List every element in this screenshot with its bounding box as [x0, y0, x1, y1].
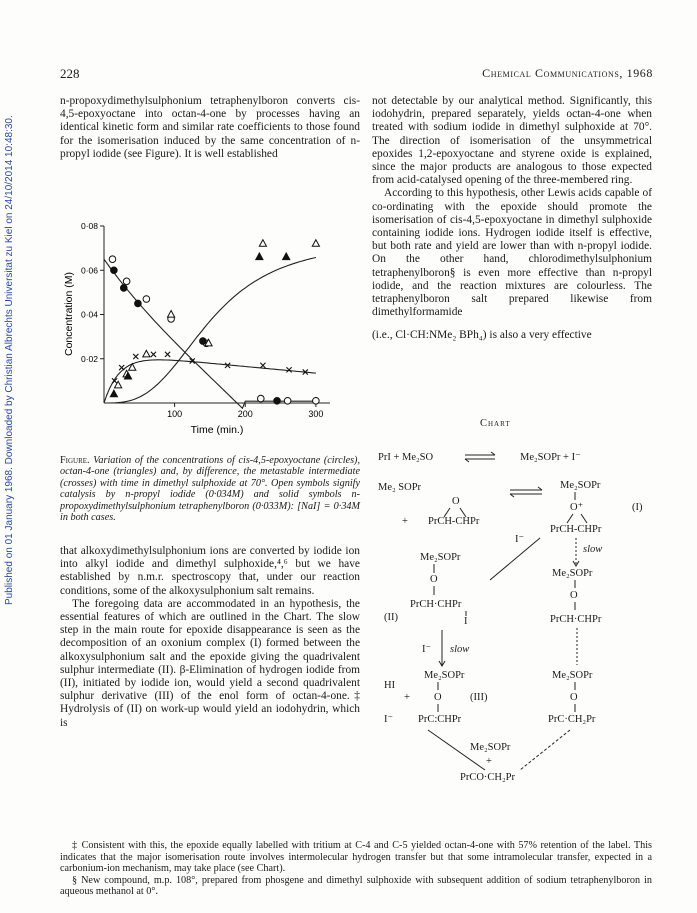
intermediate-iodine: I [464, 616, 468, 627]
circle-filled-point [135, 300, 142, 307]
intermediate-chain: PrCH·CHPr [410, 599, 462, 610]
circle-open-point [109, 256, 116, 263]
triangle-open-point [167, 311, 174, 318]
iodide-label: I⁻ [422, 644, 432, 655]
circle-open-point [143, 296, 150, 303]
cross-point [133, 354, 138, 359]
III-label: (III) [470, 692, 488, 703]
ketone-oxygen: O [570, 692, 578, 703]
complex-sulphonium: Me₂SOPr [560, 480, 601, 491]
circle-filled-point [120, 285, 127, 292]
circle-open-point [313, 397, 320, 404]
y-axis-ticks [81, 221, 104, 364]
complex-oxygen: O⁺ [570, 502, 584, 513]
final-arrow-right-icon [520, 730, 570, 770]
plus-sign: + [486, 756, 492, 767]
triangle-open-point [312, 240, 319, 247]
cross-point [165, 352, 170, 357]
paragraph: not detectable by our analytical method. Significantly, this iodohydrin, prepared separately, yields octan-4-one when treated with sodium iodide in dimethyl sulphoxide at 70°. The direction of isomerisation of the unsymmetrical epoxides 1,2-epoxyoctane and styrene oxide is explained, since the major products are analogous to those expected from acid-catalysed opening of the three-membered ring. [372, 95, 652, 187]
equilibrium-arrow-icon [465, 452, 495, 462]
concentration-time-plot [60, 218, 360, 448]
circle-open-point [257, 395, 264, 402]
III-sulphonium: Me₂SOPr [424, 670, 465, 681]
x-tick-label: 300 [308, 409, 324, 419]
left-column-top [60, 95, 360, 161]
equilibrium-products: Me₂SOPr + I⁻ [520, 452, 581, 463]
page-number: 228 [60, 66, 80, 81]
elimination-arrow-icon [439, 630, 445, 666]
caption-label: Figure. [60, 455, 90, 466]
right-sulphonium: Me₂SOPr [552, 568, 593, 579]
triangle-filled-point [256, 253, 263, 260]
figure-caption [60, 455, 360, 523]
paragraph: The foregoing data are accommodated in an hypothesis, the essential features of which are outlined in the Chart. The slow step in the main route for epoxide disappearance is seen as the decomposition of an oxonium complex (I) formed between the alkoxysulphonium salt and the epoxide giving the quadrivalent sulphur intermediate (II). β-Elimination of hydrogen iodide from (II), initiated by iodide ion, would yield a second quadrivalent sulphur derivative (III) of the enol form of octan-4-one.‡ Hydrolysis of (II) on work-up would yield an iodohydrin, which is [60, 597, 360, 729]
ketone-sulphonium: Me₂SOPr [552, 670, 593, 681]
slow-step-arrow-icon [573, 538, 579, 566]
x-axis-ticks [167, 403, 323, 419]
slow-label: slow [583, 544, 603, 555]
circle-filled-point [200, 338, 207, 345]
right-chain: PrCH·CHPr [550, 614, 602, 625]
cross-point [151, 352, 156, 357]
x-axis-label: Time (min.) [190, 424, 244, 436]
fitted-curves [104, 258, 316, 409]
paragraph: (i.e., Cl·CH:NMe₂ BPh₄) is also a very effective [372, 329, 592, 342]
ketone-curve [104, 258, 316, 404]
download-stamp: Published on 01 January 1968. Downloaded by Christian Albrechts Universitat zu Kiel on 24/10/2014 10:48:30. [4, 115, 15, 605]
final-ketone: PrCO·CH₂Pr [460, 772, 516, 783]
complex-label: (I) [632, 502, 643, 513]
hydrogen-iodide: HI [384, 680, 396, 691]
circle-filled-point [111, 267, 118, 274]
equilibrium-reactants: PrI + Me₂SO [378, 452, 434, 463]
plot-axes [104, 226, 330, 403]
paragraph: n-propoxydimethylsulphonium tetraphenylboron converts cis-4,5-epoxyoctane into octan-4-one by processes having an identical kinetic form and similar rate coefficients to those found for the isomerisation induced by the same concentration of n-propyl iodide (see Figure). It is well established [60, 95, 360, 160]
III-chain: PrC:CHPr [418, 714, 462, 725]
III-oxygen: O [434, 692, 442, 703]
caption-text: Variation of the concentrations of cis-4,5-epoxyoctane (circles), octan-4-one (triangles) and, by difference, the metastable intermediate (crosses) with time in dimethyl sulphoxide at 70°. Open symbols signify catalysis by n-propyl iodide (0·034M) and solid symbols n-propoxydimethylsulphonium tetraphenylboron (0·033M): [NaI] = 0·34M in both cases. [60, 455, 360, 524]
plus-sign: + [402, 516, 408, 527]
y-tick-label: 0·02 [80, 353, 98, 364]
circle-open-point [284, 397, 291, 404]
iodide-attack: I⁻ [515, 534, 525, 545]
right-oxygen: O [570, 590, 578, 601]
complex-equilibrium-arrow-icon [510, 487, 542, 497]
paragraph: that alkoxydimethylsulphonium ions are converted by iodide ion into alkyl iodide and dimethyl sulphoxide,⁴,⁶ but we have established by n.m.r. spectroscopy that, under our reaction conditions, some of the alkoxysulphonium salt remains. [60, 545, 360, 597]
x-tick-label: 200 [237, 409, 253, 419]
footnotes [60, 840, 652, 898]
left-column-bottom [60, 545, 360, 730]
intermediate-oxygen: O [430, 574, 438, 585]
complex-ring-icon [567, 514, 587, 523]
y-tick-label: 0·06 [80, 265, 98, 276]
complex-chain: PrCH-CHPr [550, 524, 602, 535]
epoxide-curve [104, 259, 316, 408]
x-tick-label: 100 [167, 409, 183, 419]
circle-open-point [123, 278, 130, 285]
y-tick-label: 0·04 [80, 309, 98, 320]
footnote: § New compound, m.p. 108°, prepared from phosgene and dimethyl sulphoxide with subsequent addition of sodium tetraphenylboron in aqueous methanol at 0°. [60, 874, 652, 898]
ketone-chain: PrC·CH₂Pr [548, 714, 596, 725]
right-column [372, 95, 652, 343]
triangle-open-point [259, 240, 266, 247]
final-sulphonium: Me₂SOPr [470, 742, 511, 753]
y-axis-label: Concentration (M) [63, 271, 75, 357]
epoxide-reactant: PrCH-CHPr [428, 516, 480, 527]
intermediate-curve [104, 360, 316, 403]
scheme-heading: Chart [480, 418, 511, 429]
y-tick-label: 0·08 [80, 221, 98, 231]
paragraph: According to this hypothesis, other Lewis acids capable of co-ordinating with the epoxide should promote the isomerisation of cis-4,5-epoxyoctane in dimethyl sulphoxide containing iodide ions. Hydrogen iodide itself is effective, but both rate and yield are lower than with n-propyl iodide. On the other hand, chlorodimethylsulphonium tetraphenylboron§ is even more effective than n-propyl iodide, and the reaction mixtures are colourless. The tetraphenylboron salt prepared likewise from dimethylformamide [372, 187, 652, 319]
sulphonium-reactant: Me₂ SOPr [378, 482, 422, 493]
iodide-ion: I⁻ [384, 714, 394, 725]
epoxide-oxygen: O [452, 496, 460, 507]
slow-label-2: slow [450, 644, 470, 655]
circle-filled-point [274, 397, 281, 404]
cross-point [286, 367, 291, 372]
footnote: ‡ Consistent with this, the epoxide equally labelled with tritium at C-4 and C-5 yielded octan-4-one with 57% retention of the label. This indicates that the major isomerisation route involves intermolecular hydrogen transfer but that some intramolecular transfer, expected in a carbonium-ion mechanism, may take place (see Chart). [60, 840, 652, 875]
intermediate-sulphonium: Me₂SOPr [420, 552, 461, 563]
plus-sign: + [404, 692, 410, 703]
triangle-filled-point [110, 390, 117, 397]
triangle-filled-point [283, 253, 290, 260]
reaction-scheme [370, 430, 660, 830]
cross-point [119, 365, 124, 370]
intermediate-label: (II) [384, 612, 398, 623]
data-points [109, 240, 319, 404]
journal-running-head: Chemical Communications, 1968 [482, 66, 653, 80]
triangle-open-point [143, 350, 150, 357]
cross-point [260, 363, 265, 368]
